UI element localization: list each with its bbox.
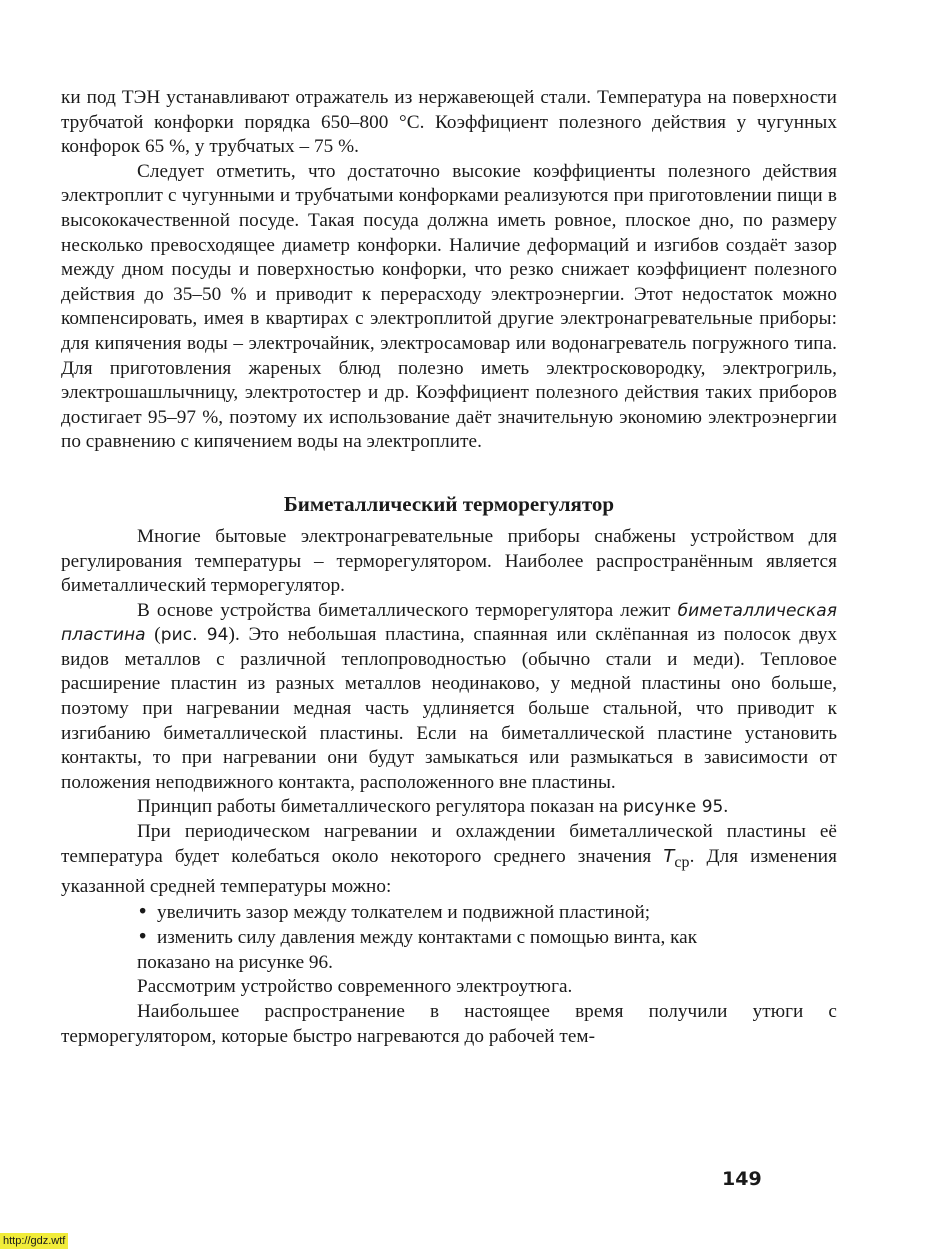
paragraph-5 [61,795,837,820]
list-item [61,925,837,951]
list-item [61,900,837,926]
paragraph-6-end: . Для изменения указанной средней температуры можно: [61,845,837,898]
bullet-1-text: увеличить зазор между толкателем и подвижной пластиной; [157,901,651,923]
page-number: 149 [722,1168,762,1190]
paragraph-2: Следует отметить, что достаточно высокие коэффициенты полезного действия электроплит с чугунными и трубчатыми конфорками реализуются при приготовлении пищи в высококачественной посуде. Такая посуда должна иметь ровное, плоское дно, по размеру несколько превосходящее диаметр конфорки. Наличие деформаций и изгибов создаёт зазор между дном посуды и поверхностью конфорки, что резко снижает коэффициент полезного действия до 35–50 % и приводит к перерасходу электроэнергии. Этот недостаток можно компенсировать, имея в квартирах с электроплитой другие электронагревательные приборы: для кипячения воды – электрочайник, электросамовар или водонагреватель погружного типа. Для приготовления жареных блюд полезно иметь электросковородку, электрогриль, электрошашлычницу, электротостер и др. Коэффициент полезного действия таких приборов достигает 95–97 %, поэтому их использование даёт значительную экономию электроэнергии по сравнению с кипячением воды на электроплите. [61,160,837,453]
paragraph-6-start: При периодическом нагревании и охлаждении биметаллической пластины её температура будет колебаться около некоторого среднего значения [61,821,837,867]
paragraph-7: Рассмотрим устройство современного электроутюга. [137,976,573,998]
bullet-2-text: изменить силу давления между контактами с помощью винта, как [157,927,698,949]
section-heading: Биметаллический терморегулятор [283,491,615,516]
bullet-icon: • [137,899,149,923]
paragraph-4 [61,599,837,796]
paragraph-8: Наибольшее распространение в настоящее время получили утюги с терморегулятором, которые быстро нагреваются до рабочей тем- [61,1001,837,1047]
paragraph-4-paren: ( [145,624,161,646]
figure-ref-94[interactable]: рис. 94 [160,625,229,646]
paragraph-5-start: Принцип работы биметаллического регулятора показан на [137,796,623,818]
bullet-2-continuation: показано на рисунке 96. [137,951,333,973]
figure-ref-95[interactable]: рисунке 95 [622,797,724,818]
paragraph-6 [61,820,837,900]
paragraph-5-end: . [723,796,729,818]
paragraph-4-rest: ). Это небольшая пластина, спаянная или склёпанная из полосок двух видов металлов с различной теплопроводностью (обычно стали и меди). Тепловое расширение пластин из разных металлов неодинаково, у медной пластины оно больше, поэтому при нагревании медная часть удлиняется больше стальной, что приводит к изгибанию биметаллической пластины. Если на биметаллической пластине установить контакты, то при нагревании они будут замыкаться или размыкаться в зависимости от положения неподвижного контакта, расположенного вне пластины. [61,624,837,793]
paragraph-4-start: В основе устройства биметаллического терморегулятора лежит [137,599,678,621]
page-body [61,86,837,1049]
temperature-variable: T [663,845,675,867]
paragraph-1: ки под ТЭН устанавливают отражатель из нержавеющей стали. Температура на поверхности трубчатой конфорки порядка 650–800 °С. Коэффициент полезного действия у чугунных конфорок 65 %, у трубчатых – 75 %. [61,87,837,158]
term-bimetal-plate: биметаллическая пластина [61,600,837,646]
paragraph-3: Многие бытовые электронагревательные приборы снабжены устройством для регулирования температуры – терморегулятором. Наиболее распространённым является биметаллический терморегулятор. [61,525,837,597]
bullet-icon: • [137,925,149,949]
temperature-subscript: ср [674,853,690,871]
watermark-link[interactable]: http://gdz.wtf [0,1233,68,1249]
